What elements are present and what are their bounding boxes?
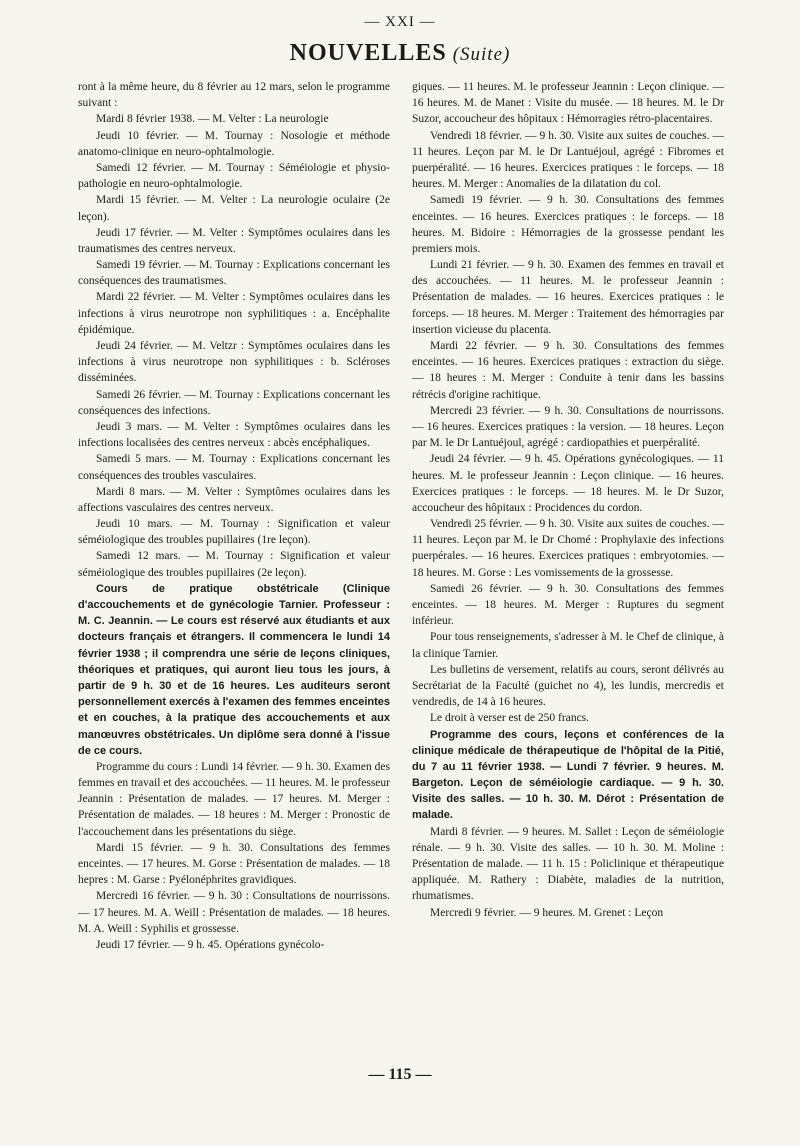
right-column	[412, 79, 724, 1055]
paragraph: Jeudi 3 mars. — M. Velter : Symptômes oculaires dans les infections localisées des centres nerveux : abcès encéphaliques.	[78, 420, 390, 450]
paragraph: Vendredi 18 février. — 9 h. 30. Visite aux suites de couches. — 11 heures. Leçon par M. le Dr Lantuéjoul, agrégé : Fibromes et puerpéralité. — 16 heures. Exercices pratiques : le forceps. — 18 heures. M. Merger : Anomalies de la dilatation du col.	[412, 129, 724, 191]
paragraph: Mardi 22 février. — 9 h. 30. Consultations des femmes enceintes. — 16 heures. Exercices pratiques : extraction du siège. — 18 heures : M. Merger : Conduite à tenir dans les bassins rétrécis d'origine rachitique.	[412, 340, 724, 401]
paragraph: Samedi 26 février. — 9 h. 30. Consultations des femmes enceintes. — 18 heures. M. Merger : Ruptures du segment inférieur.	[412, 582, 724, 628]
paragraph: Jeudi 24 février. — M. Veltzr : Symptômes oculaires dans les infections à virus neurotrope non syphilitiques : b. Scléroses disséminées.	[78, 340, 390, 385]
paragraph: Mardi 8 février 1938. — M. Velter : La neurologie	[96, 113, 329, 126]
page-folio: — XXI —	[364, 14, 436, 30]
paragraph: Samedi 26 février. — M. Tournay : Explications concernant les conséquences des infections.	[78, 388, 390, 417]
paragraph: Pour tous renseignements, s'adresser à M. le Chef de clinique, à la clinique Tarnier.	[412, 631, 724, 660]
paragraph: Mardi 15 février. — M. Velter : La neurologie oculaire (2e leçon).	[78, 194, 390, 223]
paragraph: Mardi 8 mars. — M. Velter : Symptômes oculaires dans les affections vasculaires des centres nerveux.	[78, 485, 390, 514]
paragraph: Samedi 5 mars. — M. Tournay : Explications concernant les conséquences des troubles vasculaires.	[78, 453, 390, 482]
paragraph: Jeudi 17 février. — M. Velter : Symptômes oculaires dans les traumatismes des centres nerveux.	[78, 226, 390, 255]
paragraph: Mercredi 16 février. — 9 h. 30 : Consultations de nourrissons. — 17 heures. M. A. Weill : Présentation de malades. — 18 heures. M. A. Weill : Syphilis et grossesse.	[78, 890, 390, 935]
paragraph: Lundi 21 février. — 9 h. 30. Examen des femmes en travail et des accouchées. — 11 heures. M. le professeur Jeannin : Présentation de malades. — 16 heures. Exercices pratiques : le forceps. — 18 heures. M. Merger : Traitement des hémorragies par insertion vicieuse du placenta.	[412, 259, 724, 336]
paragraph: Samedi 19 février. — 9 h. 30. Consultations des femmes enceintes. — 16 heures. Exercices pratiques : le forceps. — 18 heures. M. Bidoire : Hémorragies de la grossesse pendant les premiers mois.	[412, 194, 724, 255]
paragraph: Jeudi 10 février. — M. Tournay : Nosologie et méthode anatomo-clinique en neuro-ophtalmologie.	[78, 129, 390, 158]
paragraph: Jeudi 17 février. — 9 h. 45. Opérations gynécolo-	[96, 938, 325, 951]
paragraph: Jeudi 10 mars. — M. Tournay : Signification et valeur séméiologique des troubles pupillaires (1re leçon).	[78, 518, 390, 547]
paragraph: Samedi 19 février. — M. Tournay : Explications concernant les conséquences des traumatismes.	[78, 259, 390, 288]
paragraph: giques. — 11 heures. M. le professeur Jeannin : Leçon clinique. — 16 heures. M. de Manet : Visite du musée. — 18 heures. M. le Dr Suzor, accoucheur des hôpitaux : Hémorragies rétro-placentaires.	[412, 81, 724, 126]
left-column	[78, 79, 390, 1055]
page-number: — 115 —	[368, 1066, 432, 1083]
paragraph: Le droit à verser est de 250 francs.	[430, 712, 590, 725]
paragraph: Mercredi 23 février. — 9 h. 30. Consultations de nourrissons. — 16 heures. Exercices pratiques : la version. — 18 heures. Leçon par M. le Dr Lantuéjoul, agrégé : cardiopathies et puerpéralité.	[412, 404, 724, 450]
paragraph: Samedi 12 mars. — M. Tournay : Signification et valeur séméiologique des troubles pupillaires (2e leçon).	[78, 550, 390, 579]
paragraph: Jeudi 24 février. — 9 h. 45. Opérations gynécologiques. — 11 heures. M. le professeur Jeannin : Leçon clinique. — 16 heures. Exercices pratiques : le forceps. — 18 heures. M. le Dr Suzor, accoucheur des hôpitaux : Procidences du cordon.	[412, 453, 724, 514]
section-title: NOUVELLES	[289, 40, 447, 66]
paragraph: ront à la même heure, du 8 février au 12 mars, selon le programme suivant :	[78, 81, 390, 110]
paragraph: Mercredi 9 février. — 9 heures. M. Grenet : Leçon	[430, 906, 664, 919]
section-heading	[0, 40, 800, 67]
section-title-suffix: (Suite)	[452, 44, 511, 65]
paragraph: Vendredi 25 février. — 9 h. 30. Visite aux suites de couches. — 11 heures. Leçon par M. le Dr Chomé : Prophylaxie des infections puerpérales. — 16 heures. Exercices pratiques : embryotomies. — 18 heures. M. Gorse : Les vomissements de la grossesse.	[412, 518, 724, 579]
paragraph: Programme des cours, leçons et conférences de la clinique médicale de thérapeutique de l'hôpital de la Pitié, du 7 au 11 février 1938. — Lundi 7 février. 9 heures. M. Bargeton. Leçon de séméiologie cardiaque. — 9 h. 30. Visite des salles. — 10 h. 30. M. Dérot : Présentation de malade.	[412, 728, 724, 822]
paragraph: Cours de pratique obstétricale (Clinique d'accouchements et de gynécologie Tarnier. Professeur : M. C. Jeannin. — Le cours est réservé aux étudiants et aux docteurs français et étrangers. Il commencera le lundi 14 février 1938 ; il comprendra une série de leçons cliniques, théoriques et pratiques, qui auront lieu tous les jours, à partir de 9 h. 30 et de 16 heures. Les auditeurs seront personnellement exercés à l'examen des femmes enceintes et en couches, à la pratique des accouchements et aux manœuvres obstétricales. Un diplôme sera donné à l'issue de ce cours.	[78, 582, 390, 757]
paragraph: Samedi 12 février. — M. Tournay : Séméiologie et physio-pathologie en neuro-ophtalmologie.	[78, 161, 390, 191]
paragraph: Mardi 15 février. — 9 h. 30. Consultations des femmes enceintes. — 17 heures. M. Gorse : Présentation de malades. — 18 hepres : M. Garse : Pyélonéphrites gravidiques.	[78, 841, 390, 887]
paragraph: Programme du cours : Lundi 14 février. — 9 h. 30. Examen des femmes en travail et des accouchées. — 11 heures. M. le professeur Jeannin : Présentation de malades. — 17 heures. M. Merger : Présentation de malades. — 18 heures : M. Merger : Pronostic de l'accouchement dans les présentations du siège.	[78, 760, 390, 838]
paragraph: Mardi 8 février. — 9 heures. M. Sallet : Leçon de séméiologie rénale. — 9 h. 30. Visite des salles. — 10 h. 30. M. Moline : Présentation de malade. — 11 h. 15 : Policlinique et thérapeutique appliquée. M. Rathery : Diabète, maladies de la nutrition, rhumatismes.	[412, 825, 724, 903]
paragraph: Mardi 22 février. — M. Velter : Symptômes oculaires dans les infections à virus neurotrope non syphilitiques : a. Encéphalite épidémique.	[78, 291, 390, 336]
paragraph: Les bulletins de versement, relatifs au cours, seront délivrés au Secrétariat de la Faculté (guichet no 4), les lundis, mercredis et vendredis, de 14 à 16 heures.	[412, 663, 724, 709]
text-columns	[78, 79, 724, 1055]
